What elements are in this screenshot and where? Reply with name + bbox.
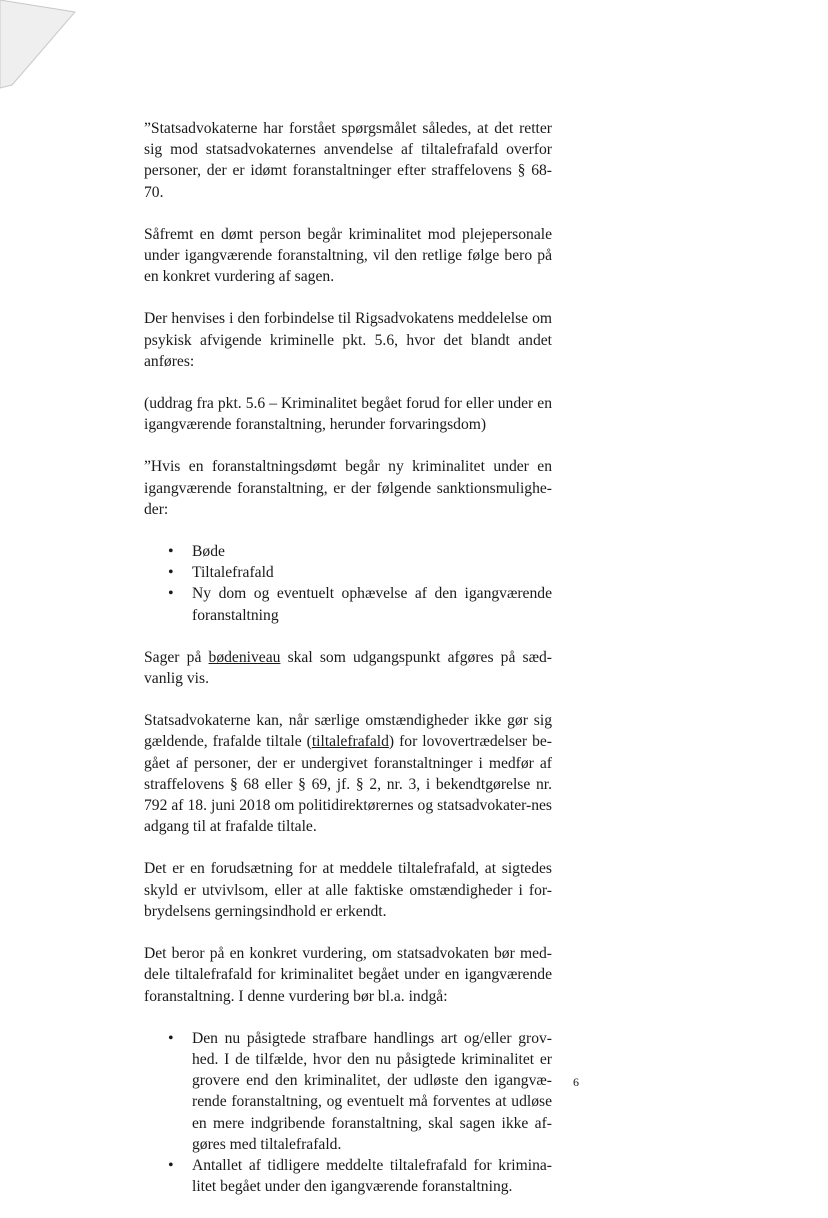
criteria-item: • Den nu påsigtede strafbare handlings art og/eller grov-hed. I de tilfælde, hvor den nu påsigtede kriminalitet er grovere end den kriminalitet, der udløste den igangvæ-rende foranstaltning, og eventuelt må forventes at udløse en mere indgribende foranstaltning, skal sagen ikke af-gøres med tiltalefrafald. xyxy=(192,1028,552,1155)
paragraph-waiver-authority xyxy=(144,710,552,837)
sanction-item: • Bøde xyxy=(192,541,552,562)
document-body xyxy=(144,118,552,1218)
sanction-item: • Ny dom og eventuelt ophævelse af den igangværende foranstaltning xyxy=(192,583,552,625)
page-number: 6 xyxy=(573,1075,579,1089)
paragraph-legal-consequence: Såfremt en dømt person begår kriminalitet mod plejepersonale under igangværende foranstaltning, vil den retlige følge bero på en konkret vurdering af sagen. xyxy=(144,225,552,286)
criteria-item: • Antallet af tidligere meddelte tiltalefrafald for krimina-litet begået under den igangværende foranstaltning. xyxy=(192,1155,552,1197)
text-fragment: skal som udgangspunkt afgøres på sæd-vanlig vis. xyxy=(144,648,552,688)
fine-level-link[interactable]: bødeniveau xyxy=(208,648,281,666)
paragraph-sanction-options: ”Hvis en foranstaltningsdømt begår ny kriminalitet under en igangværende foranstaltning, er der følgende sanktionsmulighe-der: xyxy=(144,458,552,518)
paragraph-fine-level xyxy=(144,647,552,689)
sanction-list xyxy=(144,541,552,626)
waiver-link[interactable]: tiltalefrafald xyxy=(311,733,389,751)
criteria-list xyxy=(144,1028,552,1198)
paragraph-assessment: Det beror på en konkret vurdering, om statsadvokaten bør med-dele tiltalefrafald for kriminalitet begået under en igangværende foranstaltning. I denne vurdering bør bl.a. indgå: xyxy=(144,945,552,1005)
text-fragment: Sager på xyxy=(144,648,209,666)
paragraph-excerpt-note: (uddrag fra pkt. 5.6 – Kriminalitet begået forud for eller under en igangværende foranstaltning, herunder forvaringsdom) xyxy=(144,395,552,434)
paragraph-reference: Der henvises i den forbindelse til Rigsadvokatens meddelelse om psykisk afvigende kriminelle pkt. 5.6, hvor det blandt andet anføres: xyxy=(144,310,552,370)
text-fragment: ) for lovovertrædelser be-gået af personer, der er undergivet foranstaltninger i medfør af straffelovens § 68 eller § 69, jf. § 2, nr. 3, i bekendtgørelse nr. 792 af 18. juni 2018 om politidirektørernes og statsadvokater-nes adgang til at frafalde tiltale. xyxy=(144,733,552,836)
page-fold-corner xyxy=(0,0,80,90)
paragraph-waiver-condition: Det er en forudsætning for at meddele tiltalefrafald, at sigtedes skyld er utvivlsom, eller at alle faktiske omstændigheder i for-brydelsens gerningsindhold er erkendt. xyxy=(144,860,552,920)
text-fragment: Statsadvokaterne kan, når særlige omstændigheder ikke gør sig gældende, frafalde tiltale ( xyxy=(144,712,552,751)
paragraph-intro-quote: ”Statsadvokaterne har forstået spørgsmålet således, at det retter sig mod statsadvokaternes anvendelse af tiltalefrafald overfor personer, der er idømt foranstaltninger efter straffelovens § 68-70. xyxy=(144,120,552,201)
sanction-item: • Tiltalefrafald xyxy=(192,562,552,583)
